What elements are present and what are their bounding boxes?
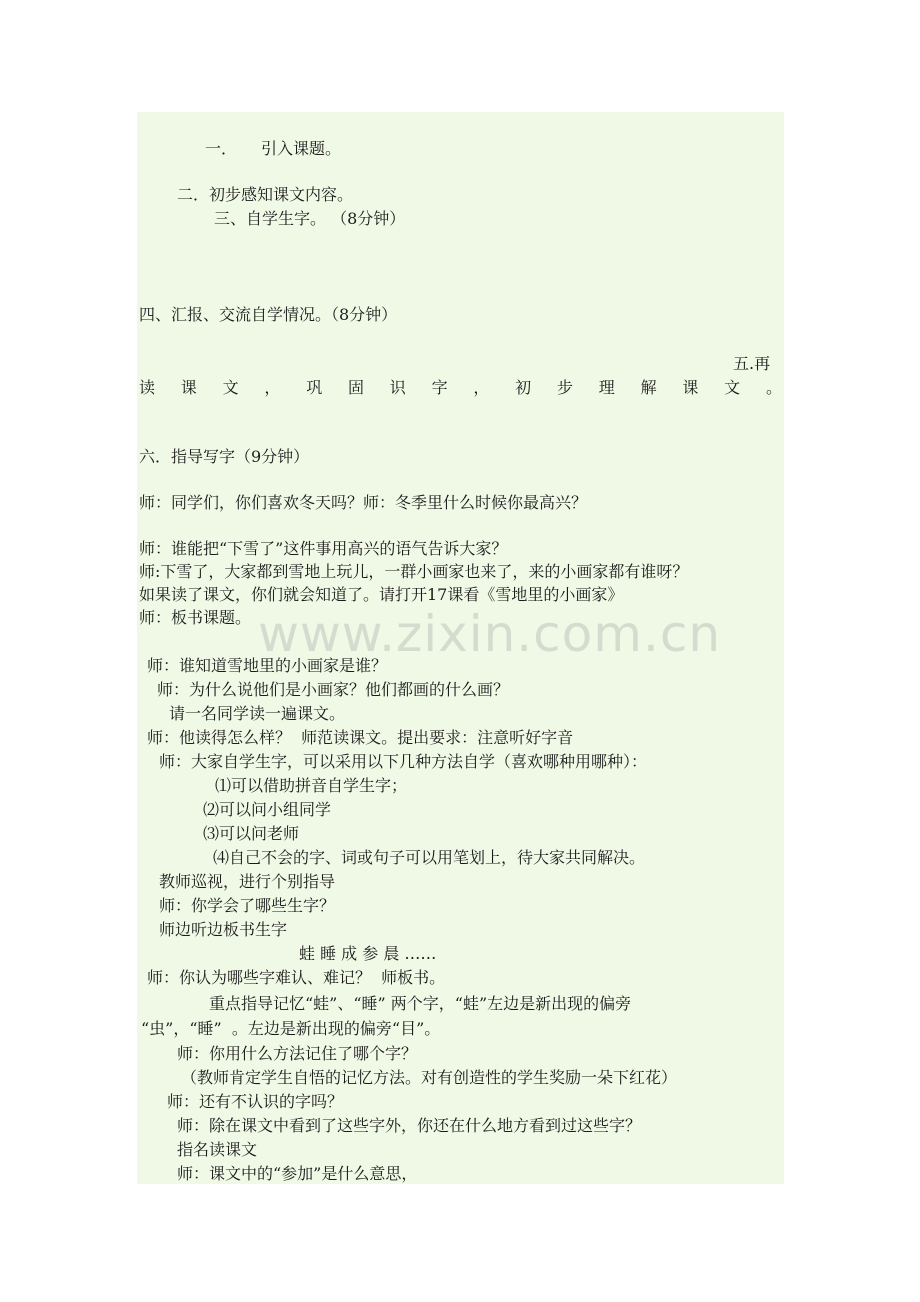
text-line: 师：大家自学生字，可以采用以下几种方法自学（喜欢哪种用哪种）： <box>159 752 648 771</box>
section-5-justified-line <box>139 377 782 399</box>
section-5-char: 课 <box>180 378 197 397</box>
list-item: ⑶可以问老师 <box>203 824 300 843</box>
section-5-char: 课 <box>682 378 699 397</box>
watermark: www.zixin.com.cn <box>258 605 722 663</box>
list-item: ⑴可以借助拼音自学生字； <box>215 776 408 795</box>
text-line: 师边听边板书生字 <box>159 920 288 939</box>
section-5-char: 。 <box>765 378 782 397</box>
section-5-char: 识 <box>389 378 406 397</box>
character-list: 蛙 睡 成 参 晨 …… <box>299 944 437 963</box>
text-line: 师：还有不认识的字吗？ <box>167 1092 344 1111</box>
section-5-char: 文 <box>222 378 239 397</box>
section-5-char: 步 <box>556 378 573 397</box>
section-5-char: 巩 <box>306 378 323 397</box>
section-5-char: 理 <box>598 378 615 397</box>
section-1-title: 引入课题。 <box>261 139 342 158</box>
text-line: 教师巡视，进行个别指导 <box>159 872 336 891</box>
text-line: 师：谁能把“下雪了”这件事用高兴的语气告诉大家？ <box>139 539 508 558</box>
section-5-char: 固 <box>347 378 364 397</box>
section-5-heading: 五.再 <box>733 354 771 373</box>
section-1-number: 一． <box>205 139 238 158</box>
document-page <box>137 112 784 1184</box>
text-line: 师：同学们，你们喜欢冬天吗？师：冬季里什么时候你最高兴？ <box>139 493 588 512</box>
text-line: 师:下雪了，大家都到雪地上玩儿，一群小画家也来了，来的小画家都有谁呀？ <box>139 562 689 581</box>
text-line: 师：他读得怎么样？ 师范读课文。提出要求：注意听好字音 <box>147 728 574 747</box>
text-line: 重点指导记忆“蛙”、“睡” 两个字，“蛙”左边是新出现的偏旁 <box>209 994 632 1013</box>
text-line: 师：谁知道雪地里的小画家是谁？ <box>147 656 388 675</box>
text-line: 师：为什么说他们是小画家？他们都画的什么画？ <box>157 680 510 699</box>
text-line: 师：板书课题。 <box>139 608 252 627</box>
section-5-char: 文 <box>724 378 741 397</box>
text-line: “虫”，“睡” 。左边是新出现的偏旁“目”。 <box>141 1019 441 1038</box>
list-item: ⑷自己不会的字、词或句子可以用笔划上，待大家共同解决。 <box>213 848 646 867</box>
text-line: 师：除在课文中看到了这些字外，你还在什么地方看到过这些字？ <box>177 1116 642 1135</box>
section-5-char: 读 <box>139 378 156 397</box>
text-line: 如果读了课文，你们就会知道了。请打开17课看《雪地里的小画家》 <box>139 585 624 604</box>
list-item: ⑵可以问小组同学 <box>203 800 332 819</box>
text-line: 指名读课文 <box>177 1140 258 1159</box>
section-3-title: 三、自学生字。 （8分钟） <box>214 209 406 228</box>
section-5-char: 解 <box>640 378 657 397</box>
text-line: 师：你认为哪些字难认、难记？ 师板书。 <box>147 968 446 987</box>
section-4-title: 四、汇报、交流自学情况。（8分钟） <box>139 305 398 324</box>
text-line: 请一名同学读一遍课文。 <box>169 704 346 723</box>
text-line: 师：你用什么方法记住了哪个字？ <box>177 1044 418 1063</box>
section-5-char: ， <box>473 378 490 397</box>
text-line: 师：你学会了哪些生字？ <box>159 896 336 915</box>
text-line: （教师肯定学生自悟的记忆方法。对有创造性的学生奖励一朵下红花） <box>181 1068 678 1087</box>
section-6-title: 六．指导写字（9分钟） <box>139 447 310 466</box>
text-line: 师：课文中的“参加”是什么意思， <box>177 1164 418 1183</box>
section-5-char: ， <box>264 378 281 397</box>
section-5-char: 字 <box>431 378 448 397</box>
section-5-char: 初 <box>515 378 532 397</box>
section-2-title: 二．初步感知课文内容。 <box>177 185 354 204</box>
